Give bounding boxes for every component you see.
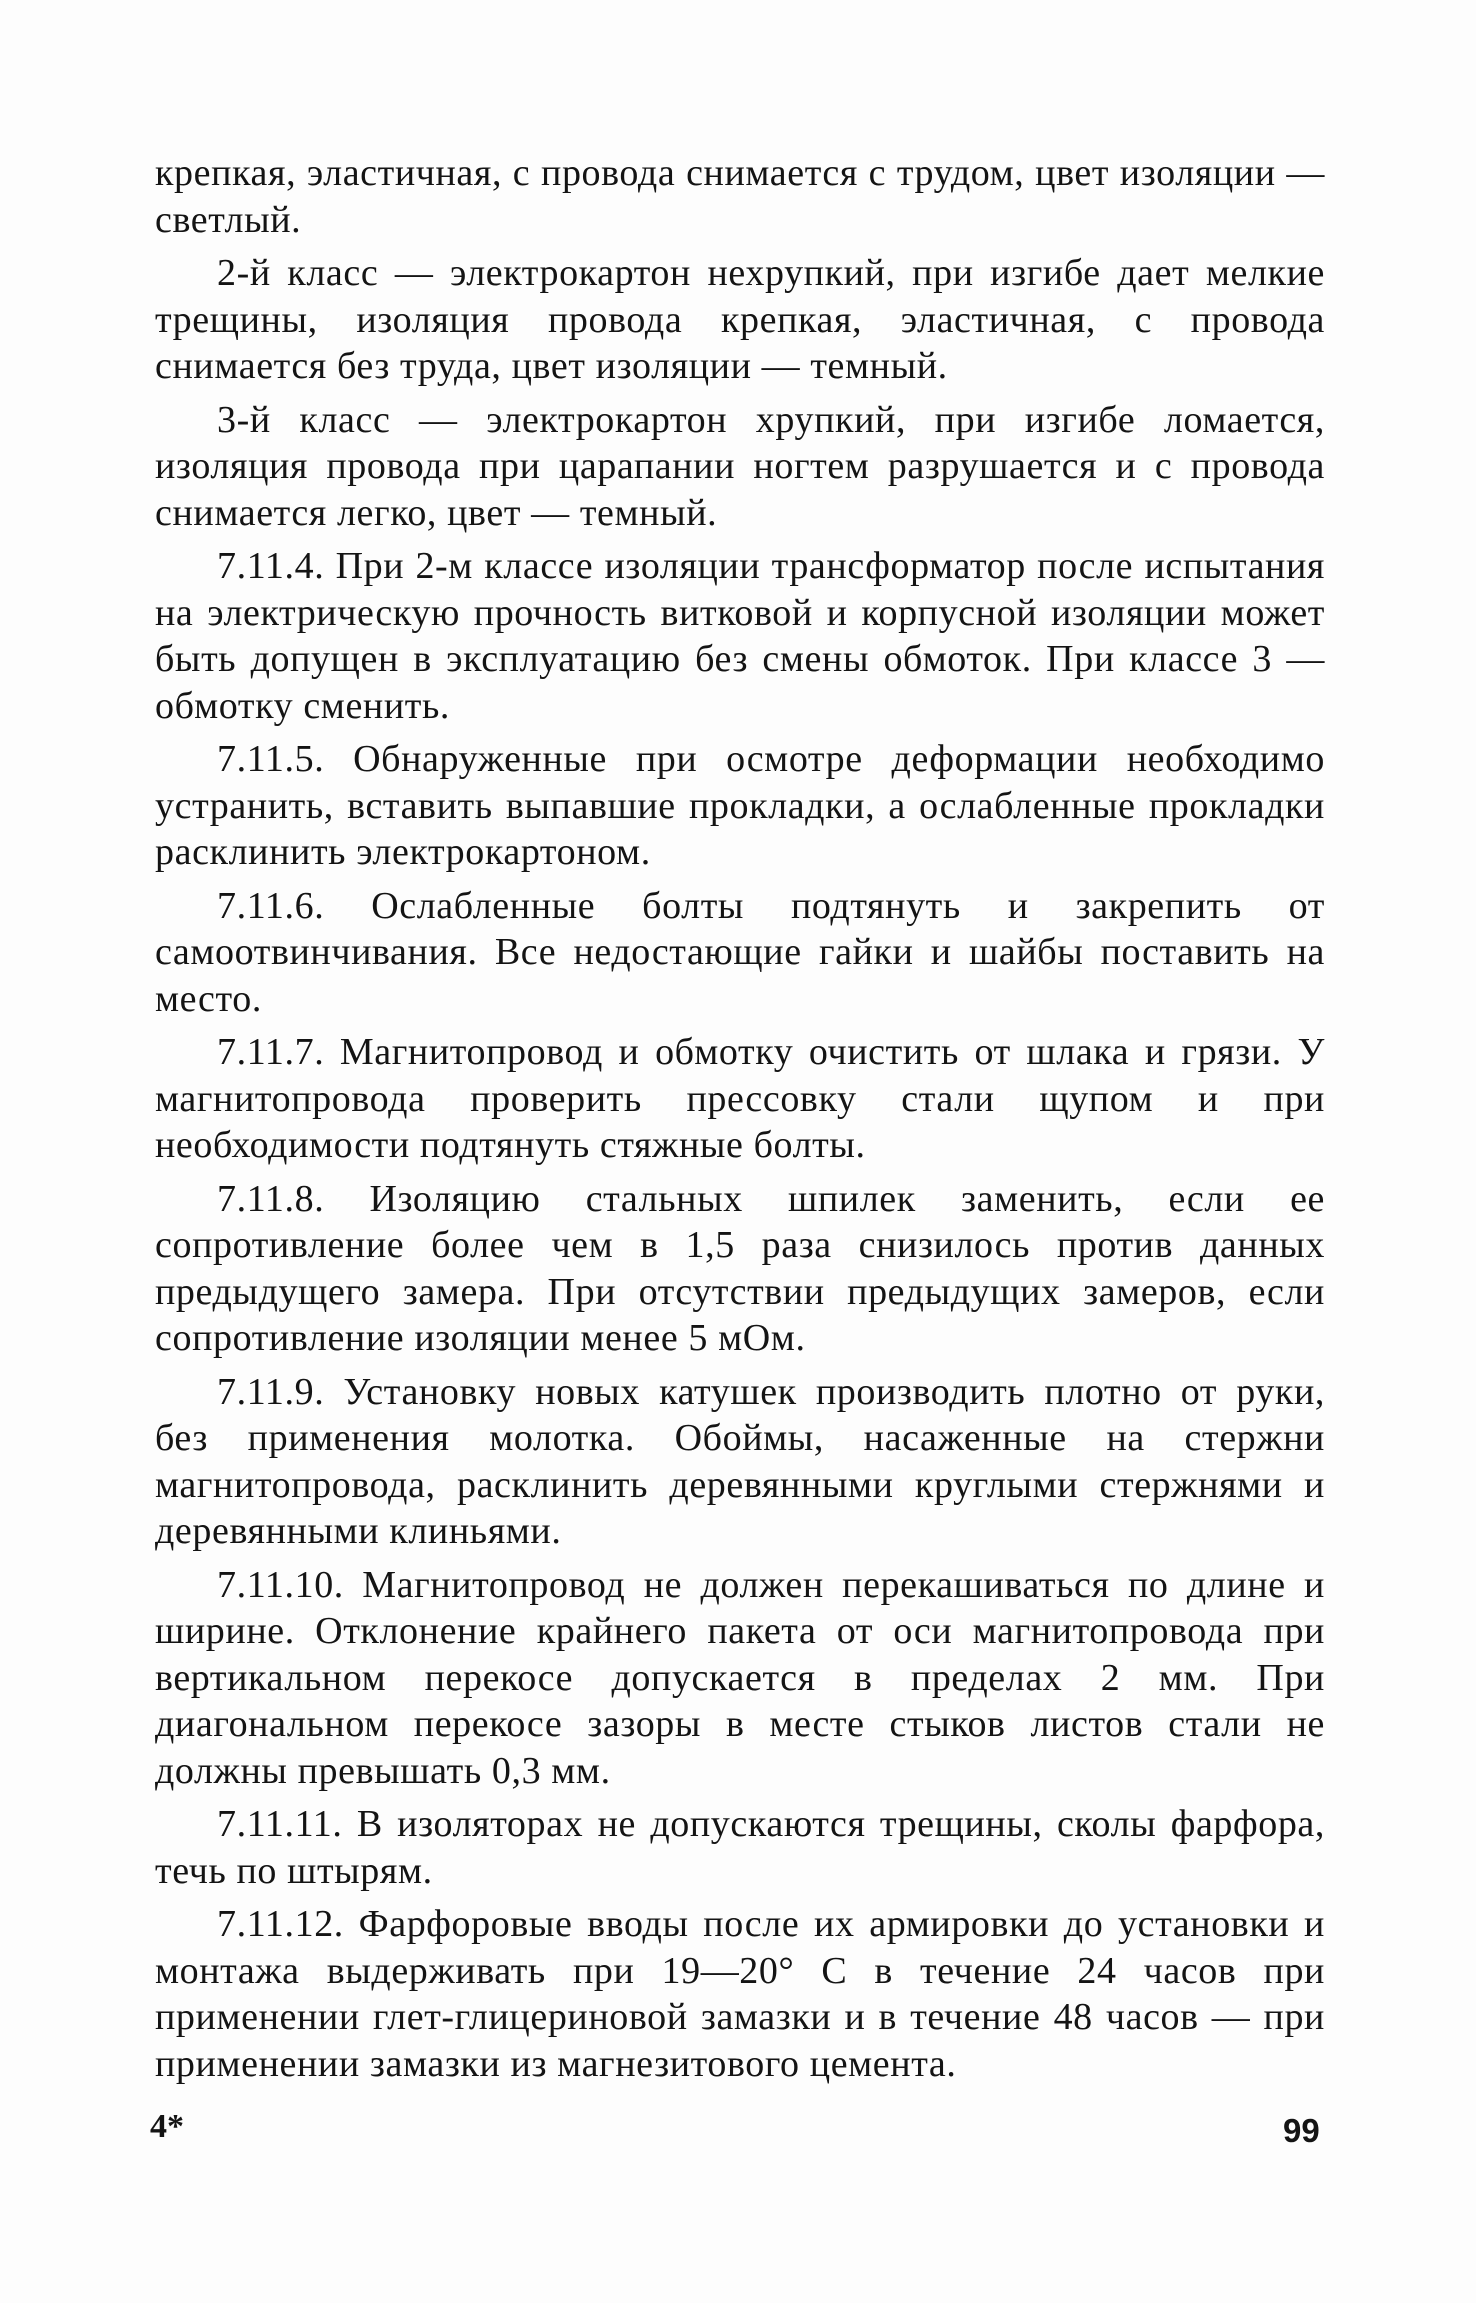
paragraph-7-11-6: 7.11.6. Ослабленные болты подтянуть и закрепить от самоотвинчивания. Все недостающие гайки и шайбы поставить на место. xyxy=(155,884,1325,1020)
signature-mark: 4* xyxy=(150,2108,184,2145)
paragraph-continuation: крепкая, эластичная, с провода снимается с трудом, цвет изоляции — светлый. xyxy=(155,152,1325,241)
paragraph-class-2: 2-й класс — электрокартон нехрупкий, при изгибе дает мелкие трещины, изоляция провода крепкая, эластичная, с провода снимается без труда, цвет изоляции — темный. xyxy=(155,252,1325,387)
paragraph-7-11-11: 7.11.11. В изоляторах не допускаются трещины, сколы фарфора, течь по штырям. xyxy=(155,1803,1325,1892)
page-number: 99 xyxy=(1283,2112,1320,2149)
paragraph-7-11-5: 7.11.5. Обнаруженные при осмотре деформации необходимо устранить, вставить выпавшие прокладки, а ослабленные прокладки расклинить электрокартоном. xyxy=(155,738,1325,873)
body-text xyxy=(155,150,1325,2094)
paragraph-7-11-7: 7.11.7. Магнитопровод и обмотку очистить от шлака и грязи. У магнитопровода проверить прессовку стали щупом и при необходимости подтянуть стяжные болты. xyxy=(155,1031,1325,1166)
paragraph-7-11-12: 7.11.12. Фарфоровые вводы после их армировки до установки и монтажа выдерживать при 19—20° С в течение 24 часов при применении глет-глицериновой замазки и в течение 48 часов — при применении замазки из магнезитового цемента. xyxy=(155,1903,1325,2085)
paragraph-7-11-8: 7.11.8. Изоляцию стальных шпилек заменить, если ее сопротивление более чем в 1,5 раза снизилось против данных предыдущего замера. При отсутствии предыдущих замеров, если сопротивление изоляции менее 5 мОм. xyxy=(155,1177,1325,1359)
paragraph-7-11-9: 7.11.9. Установку новых катушек производить плотно от руки, без применения молотка. Обоймы, насаженные на стержни магнитопровода, расклинить деревянными круглыми стержнями и деревянными клиньями. xyxy=(155,1370,1325,1552)
paragraph-class-3: 3-й класс — электрокартон хрупкий, при изгибе ломается, изоляция провода при царапании ногтем разрушается и с провода снимается легко, цвет — темный. xyxy=(155,398,1325,534)
paragraph-7-11-4: 7.11.4. При 2-м классе изоляции трансформатор после испытания на электрическую прочность витковой и корпусной изоляции может быть допущен в эксплуатацию без смены обмоток. При классе 3 — обмотку сменить. xyxy=(155,545,1325,727)
paragraph-7-11-10: 7.11.10. Магнитопровод не должен перекашиваться по длине и ширине. Отклонение крайнего пакета от оси магнитопровода при вертикальном перекосе допускается в пределах 2 мм. При диагональном перекосе зазоры в месте стыков листов стали не должны превышать 0,3 мм. xyxy=(155,1563,1325,1792)
